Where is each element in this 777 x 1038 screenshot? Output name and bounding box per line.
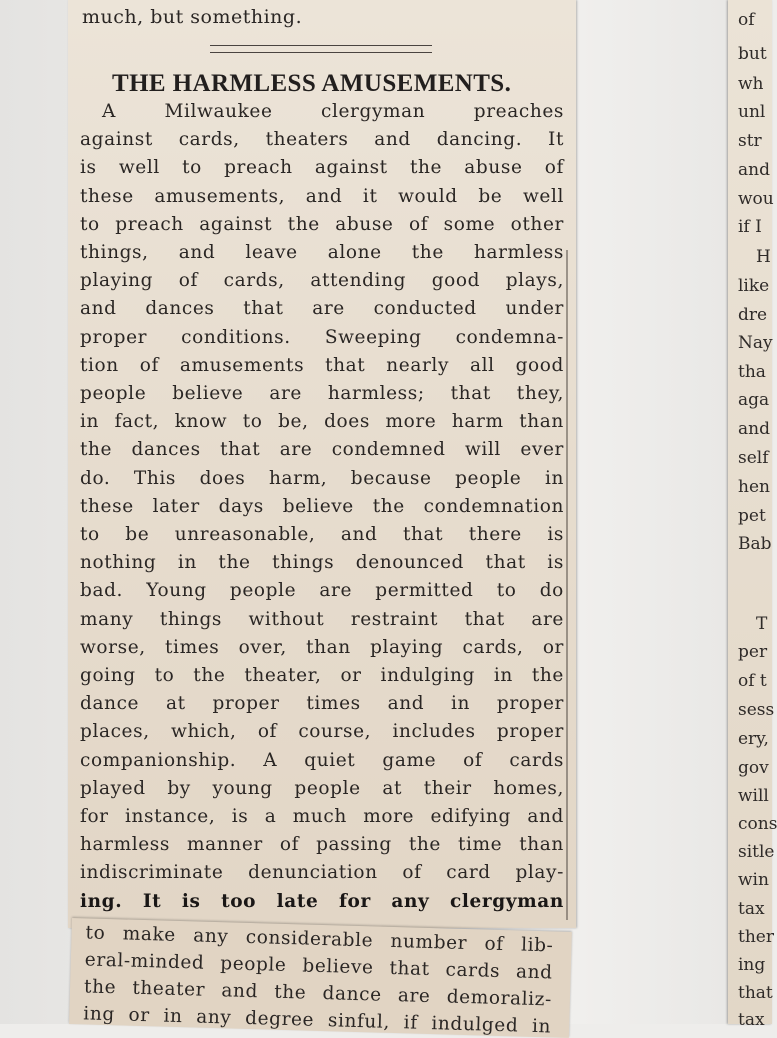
article-line: things, and leave alone the harmless (80, 242, 564, 263)
fragment-text: tax (738, 1010, 765, 1030)
fragment-text: if I (738, 217, 762, 237)
fragment-text: dre (738, 305, 768, 325)
fragment-text: like (738, 276, 770, 296)
fragment-text: ing (738, 955, 766, 975)
fragment-text: wh (738, 74, 764, 94)
fragment-text: sitle (738, 842, 775, 862)
article-line: nothing in the things denounced that is (80, 552, 564, 574)
fragment-text: win (738, 870, 769, 890)
fragment-text: cons (738, 814, 777, 834)
article-line: these later days believe the condemnation (80, 495, 564, 517)
fragment-text: of t (738, 671, 767, 691)
article-line: tion of amusements that nearly all good (80, 354, 564, 376)
fragment-text: and (738, 160, 770, 180)
article-line: do. This does harm, because people in (80, 467, 564, 489)
fragment-text: and (738, 419, 770, 439)
article-line: many things without restraint that are (80, 608, 564, 630)
article-line: bad. Young people are permitted to do (80, 580, 564, 602)
fragment-text: tha (738, 362, 766, 382)
lower-clipping (69, 918, 572, 1038)
fragment-text: hen (738, 477, 770, 497)
fragment-text: aga (738, 390, 770, 410)
fragment-text: T (756, 614, 768, 634)
top-fragment: much, but something. (82, 6, 303, 28)
article-line: to be unreasonable, and that there is (80, 524, 564, 545)
article-line: the dances that are condemned will ever (80, 439, 564, 461)
headline: THE HARMLESS AMUSEMENTS. (112, 70, 512, 97)
article-line: indiscriminate denunciation of card play- (80, 862, 564, 884)
article-line: playing of cards, attending good plays, (80, 270, 564, 292)
fragment-text: will (738, 786, 769, 806)
fragment-text: Bab (738, 534, 772, 554)
fragment-text: unl (738, 102, 766, 122)
fragment-text: per (738, 642, 768, 662)
fragment-text: that (738, 983, 773, 1003)
fragment-text: Nay (738, 333, 773, 353)
fragment-text: self (738, 448, 769, 468)
article-line: played by young people at their homes, (80, 777, 564, 799)
article-line: and dances that are conducted under (80, 298, 564, 320)
article-line: to preach against the abuse of some other (80, 213, 564, 235)
fragment-text: wou (738, 189, 774, 209)
continuation-line: to make any considerable number of lib- (85, 922, 554, 957)
article-line: is well to preach against the abuse of (80, 157, 564, 179)
fragment-text: tax (738, 899, 765, 919)
article-line: worse, times over, than playing cards, or (80, 636, 564, 658)
fragment-text: H (756, 247, 771, 267)
article-line: going to the theater, or indulging in the (80, 665, 564, 686)
fragment-text: sess (738, 700, 775, 720)
article-line: harmless manner of passing the time than (80, 834, 564, 856)
fragment-text: str (738, 131, 762, 151)
article-line: ing. It is too late for any clergyman (80, 890, 564, 912)
article-line: A Milwaukee clergyman preaches (102, 101, 564, 122)
article-line: companionship. A quiet game of cards (80, 749, 564, 771)
continuation-line: the theater and the dance are demoraliz- (83, 976, 553, 1011)
fragment-text: ery, (738, 729, 769, 749)
fragment-text: ther (738, 927, 774, 947)
continuation-line: ing or in any degree sinful, if indulged in (83, 1003, 552, 1038)
article-line: people believe are harmless; that they, (80, 383, 564, 404)
article-line: these amusements, and it would be well (80, 185, 564, 207)
article-line: for instance, is a much more edifying and (80, 806, 564, 827)
article-line: dance at proper times and in proper (80, 693, 564, 715)
article-line: places, which, of course, includes proper (80, 721, 564, 743)
fragment-text: gov (738, 758, 769, 778)
fragment-text: but (738, 44, 767, 64)
article-line: against cards, theaters and dancing. It (80, 129, 564, 151)
article-line: proper conditions. Sweeping condemna- (80, 326, 564, 348)
column-rule (566, 250, 568, 920)
article-line: in fact, know to be, does more harm than (80, 411, 564, 433)
continuation-line: eral-minded people believe that cards and (84, 949, 553, 984)
fragment-text: pet (738, 506, 766, 526)
double-rule-divider (210, 45, 432, 53)
fragment-text: of (738, 10, 755, 30)
